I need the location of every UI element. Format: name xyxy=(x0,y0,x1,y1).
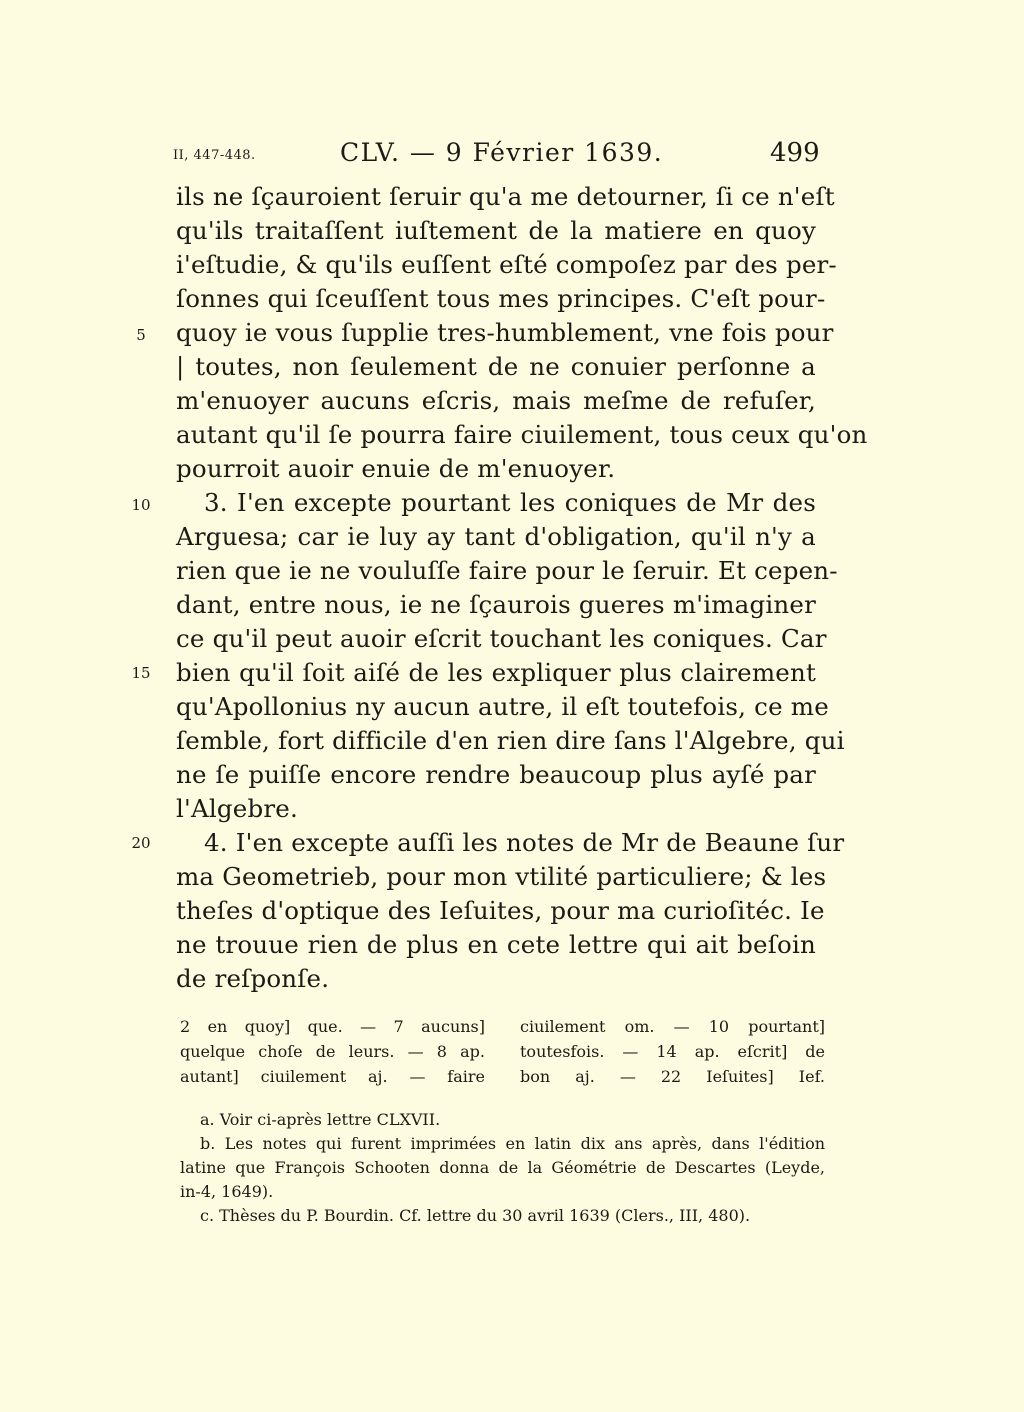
line-number: 5 xyxy=(136,326,146,344)
variant-column-left xyxy=(180,1014,485,1089)
body-line: qu'Apollonius ny aucun autre, il eſt toutefois, ce me xyxy=(176,692,829,721)
line-number: 10 xyxy=(131,496,151,514)
footnote-line: in-4, 1649). xyxy=(180,1182,274,1201)
body-line: 4. I'en excepte auſſi les notes de Mr de Beaune ſur xyxy=(204,828,845,857)
body-line: ils ne ſçauroient ſeruir qu'a me detourner, ſi ce n'eſt xyxy=(176,182,835,211)
body-line: m'enuoyer aucuns eſcris, mais meſme de refuſer, xyxy=(176,386,816,415)
body-line: theſes d'optique des Ieſuites, pour ma curioſitéc. Ie xyxy=(176,896,825,925)
footnotes xyxy=(180,1108,825,1228)
body-line: Arguesa; car ie luy ay tant d'obligation, qu'il n'y a xyxy=(176,522,816,551)
variant-line: toutesfois. — 14 ap. eſcrit] de xyxy=(520,1042,825,1061)
line-number: 15 xyxy=(131,664,151,682)
body-line: pourroit auoir enuie de m'enuoyer. xyxy=(176,454,616,483)
line-number: 20 xyxy=(131,834,151,852)
body-line: bien qu'il ſoit aiſé de les expliquer plus clairement xyxy=(176,658,816,687)
body-line: autant qu'il ſe pourra faire ciuilement, tous ceux qu'on xyxy=(176,420,868,449)
body-line: 3. I'en excepte pourtant les coniques de Mr des xyxy=(204,488,816,517)
footnote-c: c. Thèses du P. Bourdin. Cf. lettre du 30 avril 1639 (Clers., III, 480). xyxy=(200,1206,751,1225)
body-line: dant, entre nous, ie ne ſçaurois gueres m'imaginer xyxy=(176,590,816,619)
body-line: qu'ils traitaſſent iuſtement de la matiere en quoy xyxy=(176,216,816,245)
body-line: quoy ie vous ſupplie tres-humblement, vne fois pour xyxy=(176,318,834,347)
variant-line: bon aj. — 22 Ieſuites] Ief. xyxy=(520,1067,825,1086)
body-line: ce qu'il peut auoir eſcrit touchant les coniques. Car xyxy=(176,624,827,653)
variant-line: ciuilement om. — 10 pourtant] xyxy=(520,1017,825,1036)
variant-line: quelque choſe de leurs. — 8 ap. xyxy=(180,1042,485,1061)
body-line: ma Geometrieb, pour mon vtilité particuliere; & les xyxy=(176,862,827,891)
body-line: l'Algebre. xyxy=(176,794,298,823)
body-line: i'eſtudie, & qu'ils euſſent eſté compoſez par des per- xyxy=(176,250,837,279)
body-line: ſemble, fort difficile d'en rien dire ſans l'Algebre, qui xyxy=(176,726,845,755)
body-line: rien que ie ne vouluſſe faire pour le ſeruir. Et cepen- xyxy=(176,556,838,585)
page-number: 499 xyxy=(770,138,820,168)
variant-line: 2 en quoy] que. — 7 aucuns] xyxy=(180,1017,485,1036)
running-header-title: CLV. — 9 Février 1639. xyxy=(340,138,664,167)
variant-line: autant] ciuilement aj. — faire xyxy=(180,1067,485,1086)
body-line: de reſponſe. xyxy=(176,964,330,993)
footnote-a: a. Voir ci-après lettre CLXVII. xyxy=(200,1110,441,1129)
variant-column-right xyxy=(520,1014,825,1089)
running-header-reference: II, 447-448. xyxy=(173,148,256,163)
footnote-line: latine que François Schooten donna de la Géométrie de Descartes (Leyde, xyxy=(180,1158,825,1177)
body-line: | toutes, non ſeulement de ne conuier perſonne a xyxy=(176,352,816,381)
footnote-b xyxy=(180,1132,825,1204)
body-line: ſonnes qui ſceuſſent tous mes principes. C'eſt pour- xyxy=(176,284,826,313)
body-line: ne ſe puiſſe encore rendre beaucoup plus ayſé par xyxy=(176,760,816,789)
footnote-line: b. Les notes qui furent imprimées en latin dix ans après, dans l'édition xyxy=(200,1134,825,1153)
body-line: ne trouue rien de plus en cete lettre qui ait beſoin xyxy=(176,930,816,959)
